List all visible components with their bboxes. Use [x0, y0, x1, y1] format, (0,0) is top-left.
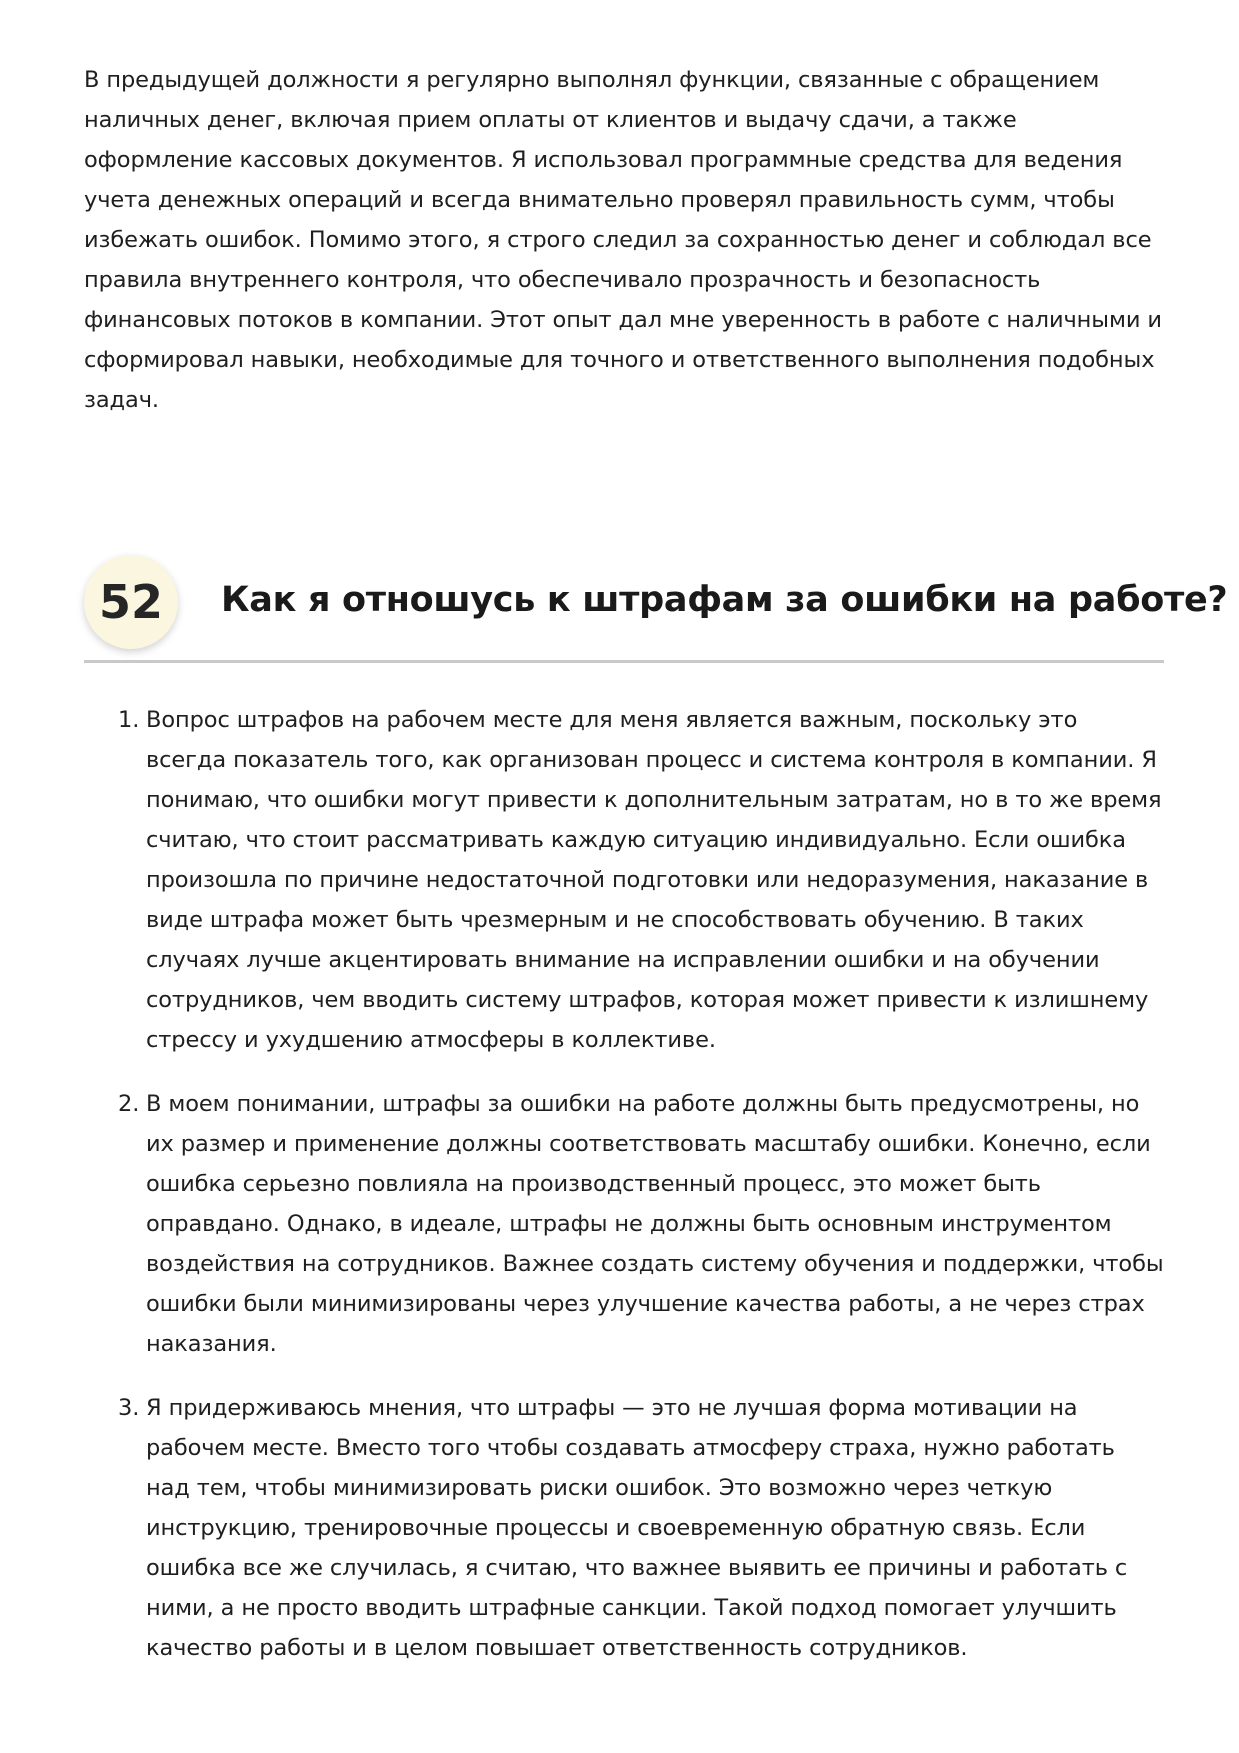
answer-text: Я придерживаюсь мнения, что штрафы — это не лучшая форма мотивации на рабочем месте. Вместо того чтобы создавать атмосферу страха, нужно работать над тем, чтобы минимизировать риски ошибок. Это возможно через четкую инструкцию, тренировочные процессы и своевременную обратную связь. Если ошибка все же случилась, я считаю, что важнее выявить ее причины и работать с ними, а не просто вводить штрафные санкции. Такой подход помогает улучшить качество работы и в целом повышает ответственность сотрудников.	[146, 1395, 1128, 1661]
answer-text: В моем понимании, штрафы за ошибки на работе должны быть предусмотрены, но их размер и применение должны соответствовать масштабу ошибки. Конечно, если ошибка серьезно повлияла на производственный процесс, это может быть оправдано. Однако, в идеале, штрафы не должны быть основным инструментом воздействия на сотрудников. Важнее создать систему обучения и поддержки, чтобы ошибки были минимизированы через улучшение качества работы, а не через страх наказания.	[146, 1091, 1164, 1357]
answer-item	[84, 1388, 1164, 1668]
answer-number: 3.	[118, 1395, 140, 1421]
answer-number: 1.	[118, 707, 140, 733]
answer-text: Вопрос штрафов на рабочем месте для меня является важным, поскольку это всегда показатель того, как организован процесс и система контроля в компании. Я понимаю, что ошибки могут привести к дополнительным затратам, но в то же время считаю, что стоит рассматривать каждую ситуацию индивидуально. Если ошибка произошла по причине недостаточной подготовки или недоразумения, наказание в виде штрафа может быть чрезмерным и не способствовать обучению. В таких случаях лучше акцентировать внимание на исправлении ошибки и на обучении сотрудников, чем вводить систему штрафов, которая может привести к излишнему стрессу и ухудшению атмосферы в коллективе.	[146, 707, 1162, 1053]
intro-paragraph: В предыдущей должности я регулярно выполнял функции, связанные с обращением наличных денег, включая прием оплаты от клиентов и выдачу сдачи, а также оформление кассовых документов. Я использовал программные средства для ведения учета денежных операций и всегда внимательно проверял правильность сумм, чтобы избежать ошибок. Помимо этого, я строго следил за сохранностью денег и соблюдал все правила внутреннего контроля, что обеспечивало прозрачность и безопасность финансовых потоков в компании. Этот опыт дал мне уверенность в работе с наличными и сформировал навыки, необходимые для точного и ответственного выполнения подобных задач.	[84, 67, 1162, 413]
answer-item	[84, 1084, 1164, 1364]
answers-list	[84, 700, 1164, 1692]
answer-item	[84, 700, 1164, 1060]
section-header	[84, 550, 1228, 663]
section-number-badge: 52	[84, 555, 178, 649]
answer-number: 2.	[118, 1091, 140, 1117]
section-title: Как я отношусь к штрафам за ошибки на работе?	[221, 580, 1228, 620]
